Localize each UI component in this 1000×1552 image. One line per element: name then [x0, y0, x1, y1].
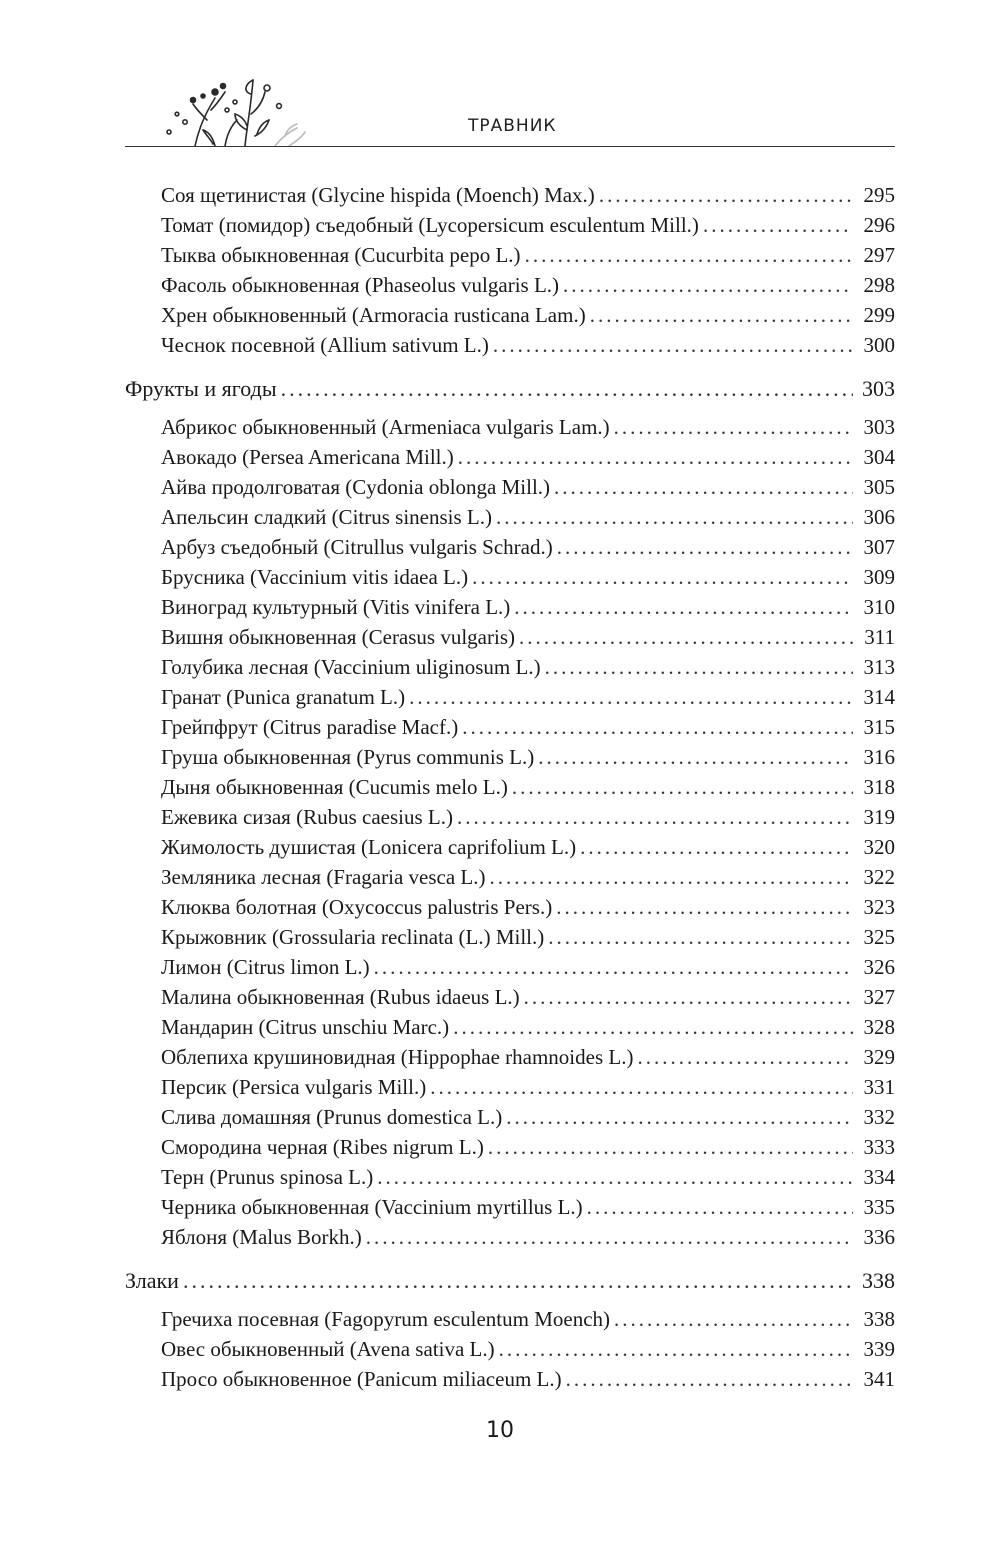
toc-entry[interactable] [161, 1364, 895, 1394]
entry-title: Гранат (Punica granatum L.) [161, 685, 406, 709]
dot-leader [409, 682, 853, 712]
entry-page-number: 326 [863, 955, 895, 979]
dot-leader [512, 772, 853, 802]
dot-leader [496, 502, 853, 532]
entry-page-number: 299 [863, 303, 895, 327]
entry-page-number: 314 [863, 685, 895, 709]
entry-title: Виноград культурный (Vitis vinifera L.) [161, 595, 511, 619]
entry-title: Вишня обыкновенная (Cerasus vulgaris) [161, 625, 515, 649]
entry-page-number: 338 [863, 1307, 895, 1331]
section-title: Злаки [125, 1268, 179, 1293]
toc-entry[interactable] [161, 772, 895, 802]
toc-entry[interactable] [161, 330, 895, 360]
toc-entry[interactable] [161, 532, 895, 562]
entry-page-number: 339 [863, 1337, 895, 1361]
entry-title: Смородина черная (Ribes nigrum L.) [161, 1135, 484, 1159]
toc-entry[interactable] [161, 562, 895, 592]
entry-title: Фасоль обыкновенная (Phaseolus vulgaris L.) [161, 273, 560, 297]
dot-leader [489, 862, 853, 892]
dot-leader [637, 1042, 853, 1072]
dot-leader [493, 330, 853, 360]
dot-leader [545, 652, 853, 682]
toc-section-heading[interactable] [125, 1266, 895, 1296]
dot-leader [514, 592, 853, 622]
entry-page-number: 300 [863, 333, 895, 357]
entry-title: Лимон (Citrus limon L.) [161, 955, 370, 979]
dot-leader [281, 374, 853, 404]
entry-page-number: 333 [863, 1135, 895, 1159]
entry-title: Облепиха крушиновидная (Hippophae rhamnoides L.) [161, 1045, 634, 1069]
toc-entry[interactable] [161, 1012, 895, 1042]
dot-leader [590, 300, 853, 330]
botanical-sprig-icon [155, 70, 315, 148]
entry-page-number: 305 [863, 475, 895, 499]
toc-entry[interactable] [161, 270, 895, 300]
entry-page-number: 297 [863, 243, 895, 267]
dot-leader [525, 240, 853, 270]
section-page-number: 303 [862, 376, 895, 401]
table-of-contents [125, 180, 895, 1408]
entry-page-number: 336 [863, 1225, 895, 1249]
entry-title: Жимолость душистая (Lonicera caprifolium L.) [161, 835, 577, 859]
entry-title: Томат (помидор) съедобный (Lycopersicum esculentum Mill.) [161, 213, 699, 237]
dot-leader [430, 1072, 853, 1102]
entry-title: Тыква обыкновенная (Cucurbita pepo L.) [161, 243, 521, 267]
toc-entry[interactable] [161, 892, 895, 922]
entry-title: Черника обыкновенная (Vaccinium myrtillus L.) [161, 1195, 583, 1219]
toc-entry[interactable] [161, 240, 895, 270]
page-header [125, 70, 895, 148]
toc-entry[interactable] [161, 1162, 895, 1192]
toc-entry[interactable] [161, 1132, 895, 1162]
dot-leader [462, 712, 853, 742]
toc-entry[interactable] [161, 982, 895, 1012]
entry-page-number: 341 [863, 1367, 895, 1391]
entry-page-number: 323 [863, 895, 895, 919]
entry-page-number: 296 [863, 213, 895, 237]
toc-entry[interactable] [161, 210, 895, 240]
dot-leader [566, 1364, 853, 1394]
entry-title: Хрен обыкновенный (Armoracia rusticana Lam.) [161, 303, 586, 327]
toc-entry[interactable] [161, 862, 895, 892]
entry-title: Малина обыкновенная (Rubus idaeus L.) [161, 985, 520, 1009]
dot-leader [556, 892, 853, 922]
dot-leader [614, 412, 853, 442]
toc-entry[interactable] [161, 1334, 895, 1364]
toc-entry[interactable] [161, 622, 895, 652]
entry-title: Грейпфрут (Citrus paradise Macf.) [161, 715, 459, 739]
entry-title: Дыня обыкновенная (Cucumis melo L.) [161, 775, 508, 799]
dot-leader [587, 1192, 853, 1222]
entry-title: Соя щетинистая (Glycine hispida (Moench) Max.) [161, 183, 595, 207]
section-page-number: 338 [862, 1268, 895, 1293]
dot-leader [472, 562, 853, 592]
entry-title: Крыжовник (Grossularia reclinata (L.) Mill.) [161, 925, 545, 949]
entry-title: Слива домашняя (Prunus domestica L.) [161, 1105, 503, 1129]
toc-entry[interactable] [161, 922, 895, 952]
page-number: 10 [486, 1418, 514, 1443]
entry-page-number: 319 [863, 805, 895, 829]
toc-entry[interactable] [161, 1042, 895, 1072]
toc-entry[interactable] [161, 1102, 895, 1132]
toc-entry[interactable] [161, 952, 895, 982]
entry-title: Брусника (Vaccinium vitis idaea L.) [161, 565, 469, 589]
toc-entry[interactable] [161, 682, 895, 712]
entry-page-number: 322 [863, 865, 895, 889]
toc-entry[interactable] [161, 472, 895, 502]
dot-leader [499, 1334, 853, 1364]
toc-entry[interactable] [161, 652, 895, 682]
entry-page-number: 313 [863, 655, 895, 679]
entry-page-number: 327 [863, 985, 895, 1009]
entry-title: Яблоня (Malus Borkh.) [161, 1225, 362, 1249]
dot-leader [524, 982, 853, 1012]
dot-leader [599, 180, 853, 210]
dot-leader [458, 442, 853, 472]
toc-entry[interactable] [161, 1222, 895, 1252]
entry-page-number: 303 [863, 415, 895, 439]
entry-title: Ежевика сизая (Rubus caesius L.) [161, 805, 453, 829]
toc-entry[interactable] [161, 802, 895, 832]
dot-leader [519, 622, 853, 652]
dot-leader [580, 832, 853, 862]
toc-entry[interactable] [161, 832, 895, 862]
entry-page-number: 304 [863, 445, 895, 469]
entry-page-number: 320 [863, 835, 895, 859]
toc-entry[interactable] [161, 1072, 895, 1102]
dot-leader [453, 1012, 853, 1042]
entry-page-number: 318 [863, 775, 895, 799]
entry-title: Апельсин сладкий (Citrus sinensis L.) [161, 505, 492, 529]
entry-page-number: 334 [863, 1165, 895, 1189]
toc-entry[interactable] [161, 1192, 895, 1222]
entry-title: Клюква болотная (Oxycoccus palustris Pers.) [161, 895, 553, 919]
entry-title: Просо обыкновенное (Panicum miliaceum L.) [161, 1367, 562, 1391]
entry-title: Чеснок посевной (Allium sativum L.) [161, 333, 489, 357]
entry-page-number: 306 [863, 505, 895, 529]
entry-title: Груша обыкновенная (Pyrus communis L.) [161, 745, 535, 769]
entry-title: Гречиха посевная (Fagopyrum esculentum Moench) [161, 1307, 611, 1331]
entry-page-number: 332 [863, 1105, 895, 1129]
entry-title: Абрикос обыкновенный (Armeniaca vulgaris Lam.) [161, 415, 610, 439]
dot-leader [563, 270, 853, 300]
toc-section-heading[interactable] [125, 374, 895, 404]
toc-section [125, 1266, 895, 1394]
toc-entry[interactable] [161, 1304, 895, 1334]
entry-page-number: 328 [863, 1015, 895, 1039]
dot-leader [538, 742, 853, 772]
dot-leader [366, 1222, 853, 1252]
entry-page-number: 298 [863, 273, 895, 297]
toc-section [125, 180, 895, 360]
entry-page-number: 325 [863, 925, 895, 949]
toc-entry[interactable] [161, 742, 895, 772]
entry-title: Овес обыкновенный (Avena sativa L.) [161, 1337, 495, 1361]
toc-entry[interactable] [161, 592, 895, 622]
dot-leader [554, 472, 853, 502]
entry-title: Мандарин (Citrus unschiu Marc.) [161, 1015, 450, 1039]
toc-entry[interactable] [161, 300, 895, 330]
entry-title: Терн (Prunus spinosa L.) [161, 1165, 374, 1189]
toc-entry[interactable] [161, 412, 895, 442]
dot-leader [557, 532, 853, 562]
entry-title: Авокадо (Persea Americana Mill.) [161, 445, 454, 469]
entry-page-number: 335 [863, 1195, 895, 1219]
entry-page-number: 307 [863, 535, 895, 559]
entry-page-number: 329 [863, 1045, 895, 1069]
entry-page-number: 311 [864, 625, 895, 649]
dot-leader [183, 1266, 853, 1296]
entry-page-number: 295 [863, 183, 895, 207]
toc-section [125, 374, 895, 1252]
dot-leader [374, 952, 853, 982]
dot-leader [548, 922, 853, 952]
entry-page-number: 309 [863, 565, 895, 589]
entry-page-number: 331 [863, 1075, 895, 1099]
entry-page-number: 316 [863, 745, 895, 769]
entry-title: Айва продолговатая (Cydonia oblonga Mill.) [161, 475, 551, 499]
toc-entry[interactable] [161, 180, 895, 210]
toc-entry[interactable] [161, 502, 895, 532]
toc-entry[interactable] [161, 712, 895, 742]
entry-page-number: 315 [863, 715, 895, 739]
dot-leader [488, 1132, 853, 1162]
toc-entry[interactable] [161, 442, 895, 472]
dot-leader [506, 1102, 853, 1132]
entry-title: Персик (Persica vulgaris Mill.) [161, 1075, 427, 1099]
header-rule [125, 146, 895, 147]
dot-leader [614, 1304, 853, 1334]
running-title: ТРАВНИК [468, 116, 557, 136]
dot-leader [377, 1162, 853, 1192]
entry-page-number: 310 [863, 595, 895, 619]
entry-title: Арбуз съедобный (Citrullus vulgaris Schrad.) [161, 535, 553, 559]
entry-title: Голубика лесная (Vaccinium uliginosum L.) [161, 655, 541, 679]
entry-title: Земляника лесная (Fragaria vesca L.) [161, 865, 486, 889]
dot-leader [703, 210, 853, 240]
dot-leader [457, 802, 853, 832]
section-title: Фрукты и ягоды [125, 376, 277, 401]
